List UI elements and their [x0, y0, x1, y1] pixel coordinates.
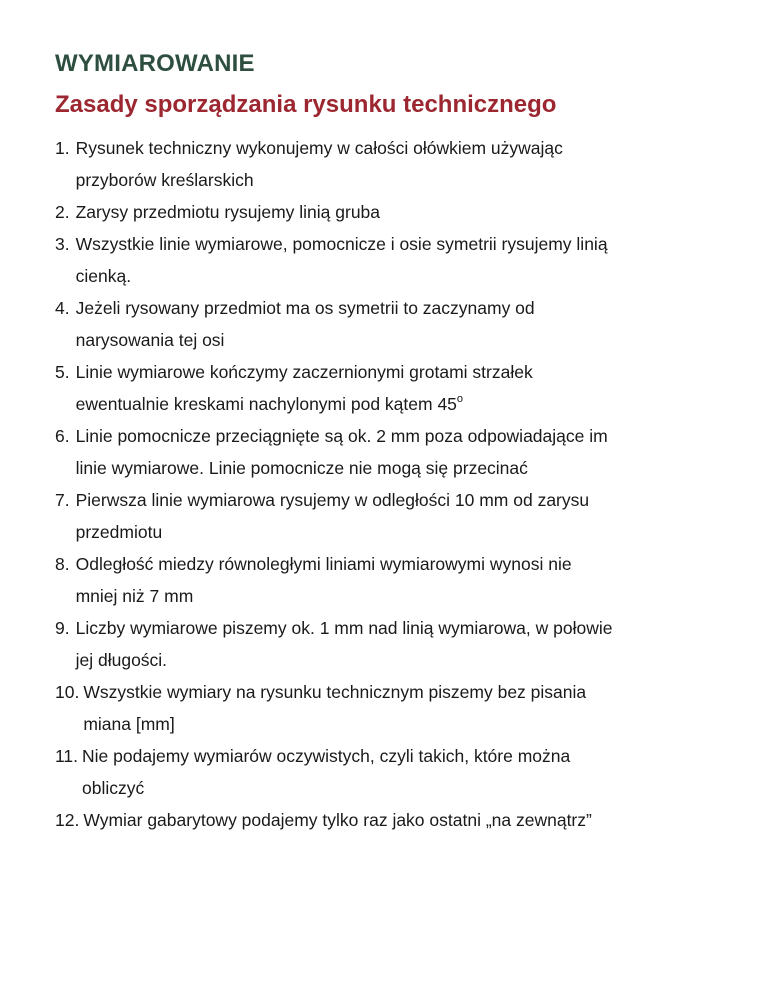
rule-text [76, 292, 745, 356]
rule-text-body: Zarysy przedmiotu rysujemy linią gruba [75, 202, 381, 222]
rule-text [83, 804, 745, 836]
rule-number: 4. [55, 298, 70, 318]
rule-number: 3. [55, 234, 70, 254]
rule-item [55, 676, 745, 740]
rule-item [55, 228, 745, 292]
rule-item [55, 612, 745, 676]
rule-text-body: Jeżeli rysowany przedmiot ma os symetrii to zaczynamy od narysowania tej osi [75, 298, 535, 350]
rule-number: 5. [55, 362, 70, 382]
rule-number: 6. [55, 426, 70, 446]
rule-text [83, 676, 745, 740]
rule-text [76, 420, 745, 484]
rule-text-body: Wszystkie wymiary na rysunku technicznym piszemy bez pisania miana [mm] [83, 682, 587, 734]
rule-text [76, 196, 745, 228]
rule-text [76, 548, 745, 612]
rule-number: 11. [55, 746, 79, 766]
rule-text-body: Odległość miedzy równoległymi liniami wymiarowymi wynosi nie mniej niż 7 mm [75, 554, 572, 606]
degree-superscript: o [456, 393, 464, 406]
rule-text-body: Wszystkie linie wymiarowe, pomocnicze i osie symetrii rysujemy linią cienką. [75, 234, 608, 286]
rule-item [55, 740, 745, 804]
rule-text-body: Wymiar gabarytowy podajemy tylko raz jako ostatni „na zewnątrz” [83, 810, 592, 830]
rule-text-body: Linie wymiarowe kończymy zaczernionymi grotami strzałek ewentualnie kreskami nachylonymi pod kątem 45 [75, 362, 533, 414]
rule-item [55, 548, 745, 612]
rule-text-body: Nie podajemy wymiarów oczywistych, czyli takich, które można obliczyć [82, 746, 571, 798]
rule-number: 10. [55, 682, 80, 702]
rule-text-body: Liczby wymiarowe piszemy ok. 1 mm nad linią wymiarowa, w połowie jej długości. [75, 618, 613, 670]
rule-item [55, 804, 745, 836]
rule-item [55, 356, 745, 420]
rule-item [55, 132, 745, 196]
rule-text [76, 132, 745, 196]
rule-number: 9. [55, 618, 70, 638]
page-subtitle: Zasady sporządzania rysunku technicznego [55, 91, 557, 118]
rule-item [55, 484, 745, 548]
rule-text-body: Pierwsza linie wymiarowa rysujemy w odległości 10 mm od zarysu przedmiotu [75, 490, 590, 542]
rule-text-body: Linie pomocnicze przeciągnięte są ok. 2 mm poza odpowiadające im linie wymiarowe. Linie pomocnicze nie mogą się przecinać [75, 426, 608, 478]
rule-number: 12. [55, 810, 80, 830]
rules-list [55, 132, 745, 836]
rule-text [76, 228, 745, 292]
rule-item [55, 420, 745, 484]
rule-text [76, 356, 745, 420]
rule-text [76, 612, 745, 676]
rule-number: 2. [55, 202, 70, 222]
rule-item [55, 196, 745, 228]
rule-number: 8. [55, 554, 70, 574]
page-title: WYMIAROWANIE [55, 50, 255, 77]
rule-number: 7. [55, 490, 70, 510]
rule-text [82, 740, 745, 804]
rule-item [55, 292, 745, 356]
rule-text [76, 484, 745, 548]
rule-number: 1. [55, 138, 70, 158]
rule-text-body: Rysunek techniczny wykonujemy w całości ołówkiem używając przyborów kreślarskich [75, 138, 563, 190]
